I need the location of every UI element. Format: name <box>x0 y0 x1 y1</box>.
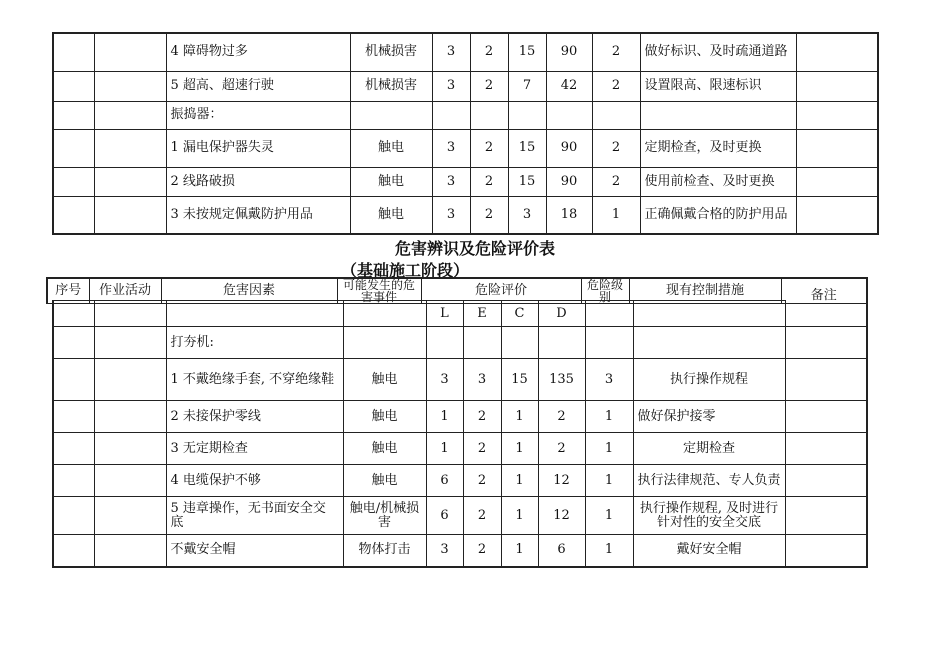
event-cell <box>343 301 426 327</box>
factor-cell: 2 未接保护零线 <box>166 401 343 433</box>
factor-cell: 5 超高、超速行驶 <box>166 71 350 101</box>
l-cell: 3 <box>426 535 463 567</box>
c-cell: 1 <box>501 401 538 433</box>
level-cell <box>592 101 640 129</box>
activity-cell <box>94 497 166 535</box>
d-cell: 18 <box>546 196 592 234</box>
activity-cell <box>94 101 166 129</box>
e-cell: 3 <box>463 359 501 401</box>
table-row <box>53 129 878 167</box>
level-cell: 1 <box>585 401 633 433</box>
activity-cell <box>94 359 166 401</box>
measure-cell: 正确佩戴合格的防护用品 <box>640 196 796 234</box>
level-cell: 1 <box>585 433 633 465</box>
seq-cell <box>53 71 94 101</box>
l-cell: 1 <box>426 401 463 433</box>
measure-cell <box>633 301 785 327</box>
table-row <box>53 535 867 567</box>
header-c: C <box>501 301 538 327</box>
l-cell: 3 <box>432 129 470 167</box>
factor-cell: 5 违章操作，无书面安全交底 <box>166 497 343 535</box>
d-cell: 90 <box>546 129 592 167</box>
c-cell: 15 <box>508 167 546 196</box>
factor-cell: 2 线路破损 <box>166 167 350 196</box>
header-level: 危险级别 <box>581 278 629 304</box>
activity-cell <box>94 433 166 465</box>
sub-header-row <box>53 301 867 327</box>
activity-cell <box>94 535 166 567</box>
c-cell: 3 <box>508 196 546 234</box>
c-cell <box>508 101 546 129</box>
e-cell: 2 <box>463 433 501 465</box>
header-l: L <box>426 301 463 327</box>
measure-cell <box>640 101 796 129</box>
c-cell: 1 <box>501 497 538 535</box>
event-cell: 触电 <box>350 196 432 234</box>
factor-cell <box>166 301 343 327</box>
remark-cell <box>796 33 878 71</box>
d-cell: 12 <box>538 465 585 497</box>
table-row <box>53 196 878 234</box>
seq-cell <box>53 401 94 433</box>
seq-cell <box>53 196 94 234</box>
table-row <box>53 433 867 465</box>
level-cell: 1 <box>592 196 640 234</box>
event-cell: 触电/机械损害 <box>343 497 426 535</box>
level-cell: 1 <box>585 465 633 497</box>
measure-cell: 做好标识、及时疏通道路 <box>640 33 796 71</box>
l-cell <box>432 101 470 129</box>
activity-cell <box>94 301 166 327</box>
activity-cell <box>94 327 166 359</box>
measure-cell: 设置限高、限速标识 <box>640 71 796 101</box>
header-seq: 序号 <box>47 278 89 304</box>
factor-cell: 4 障碍物过多 <box>166 33 350 71</box>
d-cell: 12 <box>538 497 585 535</box>
factor-cell: 3 未按规定佩戴防护用品 <box>166 196 350 234</box>
activity-cell <box>94 129 166 167</box>
seq-cell <box>53 301 94 327</box>
c-cell: 15 <box>508 129 546 167</box>
event-cell: 触电 <box>343 359 426 401</box>
measure-cell: 使用前检查、及时更换 <box>640 167 796 196</box>
seq-cell <box>53 433 94 465</box>
measure-cell: 执行操作规程, 及时进行针对性的安全交底 <box>633 497 785 535</box>
remark-cell <box>785 497 867 535</box>
measure-cell: 戴好安全帽 <box>633 535 785 567</box>
remark-cell <box>785 327 867 359</box>
l-cell: 3 <box>432 196 470 234</box>
table-row <box>53 497 867 535</box>
c-cell: 1 <box>501 433 538 465</box>
e-cell: 2 <box>463 465 501 497</box>
d-cell: 2 <box>538 433 585 465</box>
e-cell: 2 <box>463 497 501 535</box>
event-cell <box>343 327 426 359</box>
d-cell: 42 <box>546 71 592 101</box>
l-cell: 3 <box>426 359 463 401</box>
e-cell: 2 <box>470 167 508 196</box>
table-row <box>53 101 878 129</box>
seq-cell <box>53 535 94 567</box>
page-title: 危害辨识及危险评价表 <box>394 239 555 258</box>
level-cell <box>585 327 633 359</box>
table-row <box>53 359 867 401</box>
remark-cell <box>785 401 867 433</box>
activity-cell <box>94 167 166 196</box>
level-cell <box>585 301 633 327</box>
header-e: E <box>463 301 501 327</box>
d-cell: 2 <box>538 401 585 433</box>
measure-cell: 做好保护接零 <box>633 401 785 433</box>
header-d: D <box>538 301 585 327</box>
l-cell: 3 <box>432 33 470 71</box>
event-cell: 触电 <box>343 433 426 465</box>
d-cell: 90 <box>546 167 592 196</box>
hazard-table-bottom <box>52 300 868 568</box>
level-cell: 1 <box>585 497 633 535</box>
l-cell: 6 <box>426 497 463 535</box>
factor-cell: 打夯机: <box>166 327 343 359</box>
factor-cell: 4 电缆保护不够 <box>166 465 343 497</box>
remark-cell <box>796 196 878 234</box>
event-cell: 触电 <box>350 167 432 196</box>
factor-cell: 不戴安全帽 <box>166 535 343 567</box>
event-cell <box>350 101 432 129</box>
event-cell: 触电 <box>350 129 432 167</box>
event-cell: 物体打击 <box>343 535 426 567</box>
e-cell: 2 <box>470 71 508 101</box>
table-row <box>53 327 867 359</box>
l-cell: 1 <box>426 433 463 465</box>
e-cell <box>463 327 501 359</box>
table-row <box>53 401 867 433</box>
seq-cell <box>53 33 94 71</box>
level-cell: 2 <box>592 33 640 71</box>
header-event: 可能发生的危害事件 <box>337 278 421 304</box>
measure-cell: 定期检查，及时更换 <box>640 129 796 167</box>
c-cell: 1 <box>501 535 538 567</box>
c-cell: 15 <box>501 359 538 401</box>
c-cell: 15 <box>508 33 546 71</box>
table-row <box>53 465 867 497</box>
activity-cell <box>94 465 166 497</box>
level-cell: 1 <box>585 535 633 567</box>
seq-cell <box>53 465 94 497</box>
factor-cell: 3 无定期检查 <box>166 433 343 465</box>
seq-cell <box>53 359 94 401</box>
c-cell: 1 <box>501 465 538 497</box>
header-measure: 现有控制措施 <box>629 278 781 304</box>
table-row <box>53 71 878 101</box>
l-cell: 3 <box>432 71 470 101</box>
measure-cell: 执行法律规范、专人负责 <box>633 465 785 497</box>
seq-cell <box>53 101 94 129</box>
level-cell: 2 <box>592 129 640 167</box>
l-cell: 3 <box>432 167 470 196</box>
event-cell: 触电 <box>343 465 426 497</box>
remark-cell <box>785 465 867 497</box>
table-row <box>53 167 878 196</box>
measure-cell: 执行操作规程 <box>633 359 785 401</box>
remark-cell <box>796 129 878 167</box>
remark-cell <box>796 167 878 196</box>
level-cell: 2 <box>592 167 640 196</box>
seq-cell <box>53 167 94 196</box>
header-eval: 危险评价 <box>421 278 581 304</box>
hazard-table-top <box>52 32 879 235</box>
event-cell: 机械损害 <box>350 71 432 101</box>
activity-cell <box>94 71 166 101</box>
d-cell: 90 <box>546 33 592 71</box>
e-cell: 2 <box>463 535 501 567</box>
header-remark: 备注 <box>781 278 867 304</box>
level-cell: 3 <box>585 359 633 401</box>
e-cell: 2 <box>463 401 501 433</box>
e-cell <box>470 101 508 129</box>
event-cell: 机械损害 <box>350 33 432 71</box>
remark-cell <box>785 359 867 401</box>
factor-cell: 1 不戴绝缘手套, 不穿绝缘鞋 <box>166 359 343 401</box>
d-cell: 6 <box>538 535 585 567</box>
c-cell: 7 <box>508 71 546 101</box>
header-activity: 作业活动 <box>89 278 161 304</box>
remark-cell <box>785 535 867 567</box>
level-cell: 2 <box>592 71 640 101</box>
e-cell: 2 <box>470 33 508 71</box>
d-cell: 135 <box>538 359 585 401</box>
table-row <box>53 33 878 71</box>
l-cell: 6 <box>426 465 463 497</box>
header-factor: 危害因素 <box>161 278 337 304</box>
measure-cell: 定期检查 <box>633 433 785 465</box>
activity-cell <box>94 401 166 433</box>
measure-cell <box>633 327 785 359</box>
c-cell <box>501 327 538 359</box>
e-cell: 2 <box>470 196 508 234</box>
d-cell <box>546 101 592 129</box>
seq-cell <box>53 497 94 535</box>
factor-cell: 1 漏电保护器失灵 <box>166 129 350 167</box>
activity-cell <box>94 33 166 71</box>
remark-cell <box>796 101 878 129</box>
event-cell: 触电 <box>343 401 426 433</box>
seq-cell <box>53 327 94 359</box>
l-cell <box>426 327 463 359</box>
seq-cell <box>53 129 94 167</box>
remark-cell <box>785 433 867 465</box>
remark-cell <box>796 71 878 101</box>
d-cell <box>538 327 585 359</box>
activity-cell <box>94 196 166 234</box>
page-subtitle: （基础施工阶段） <box>340 261 469 280</box>
e-cell: 2 <box>470 129 508 167</box>
remark-cell <box>785 301 867 327</box>
factor-cell: 振捣器： <box>166 101 350 129</box>
